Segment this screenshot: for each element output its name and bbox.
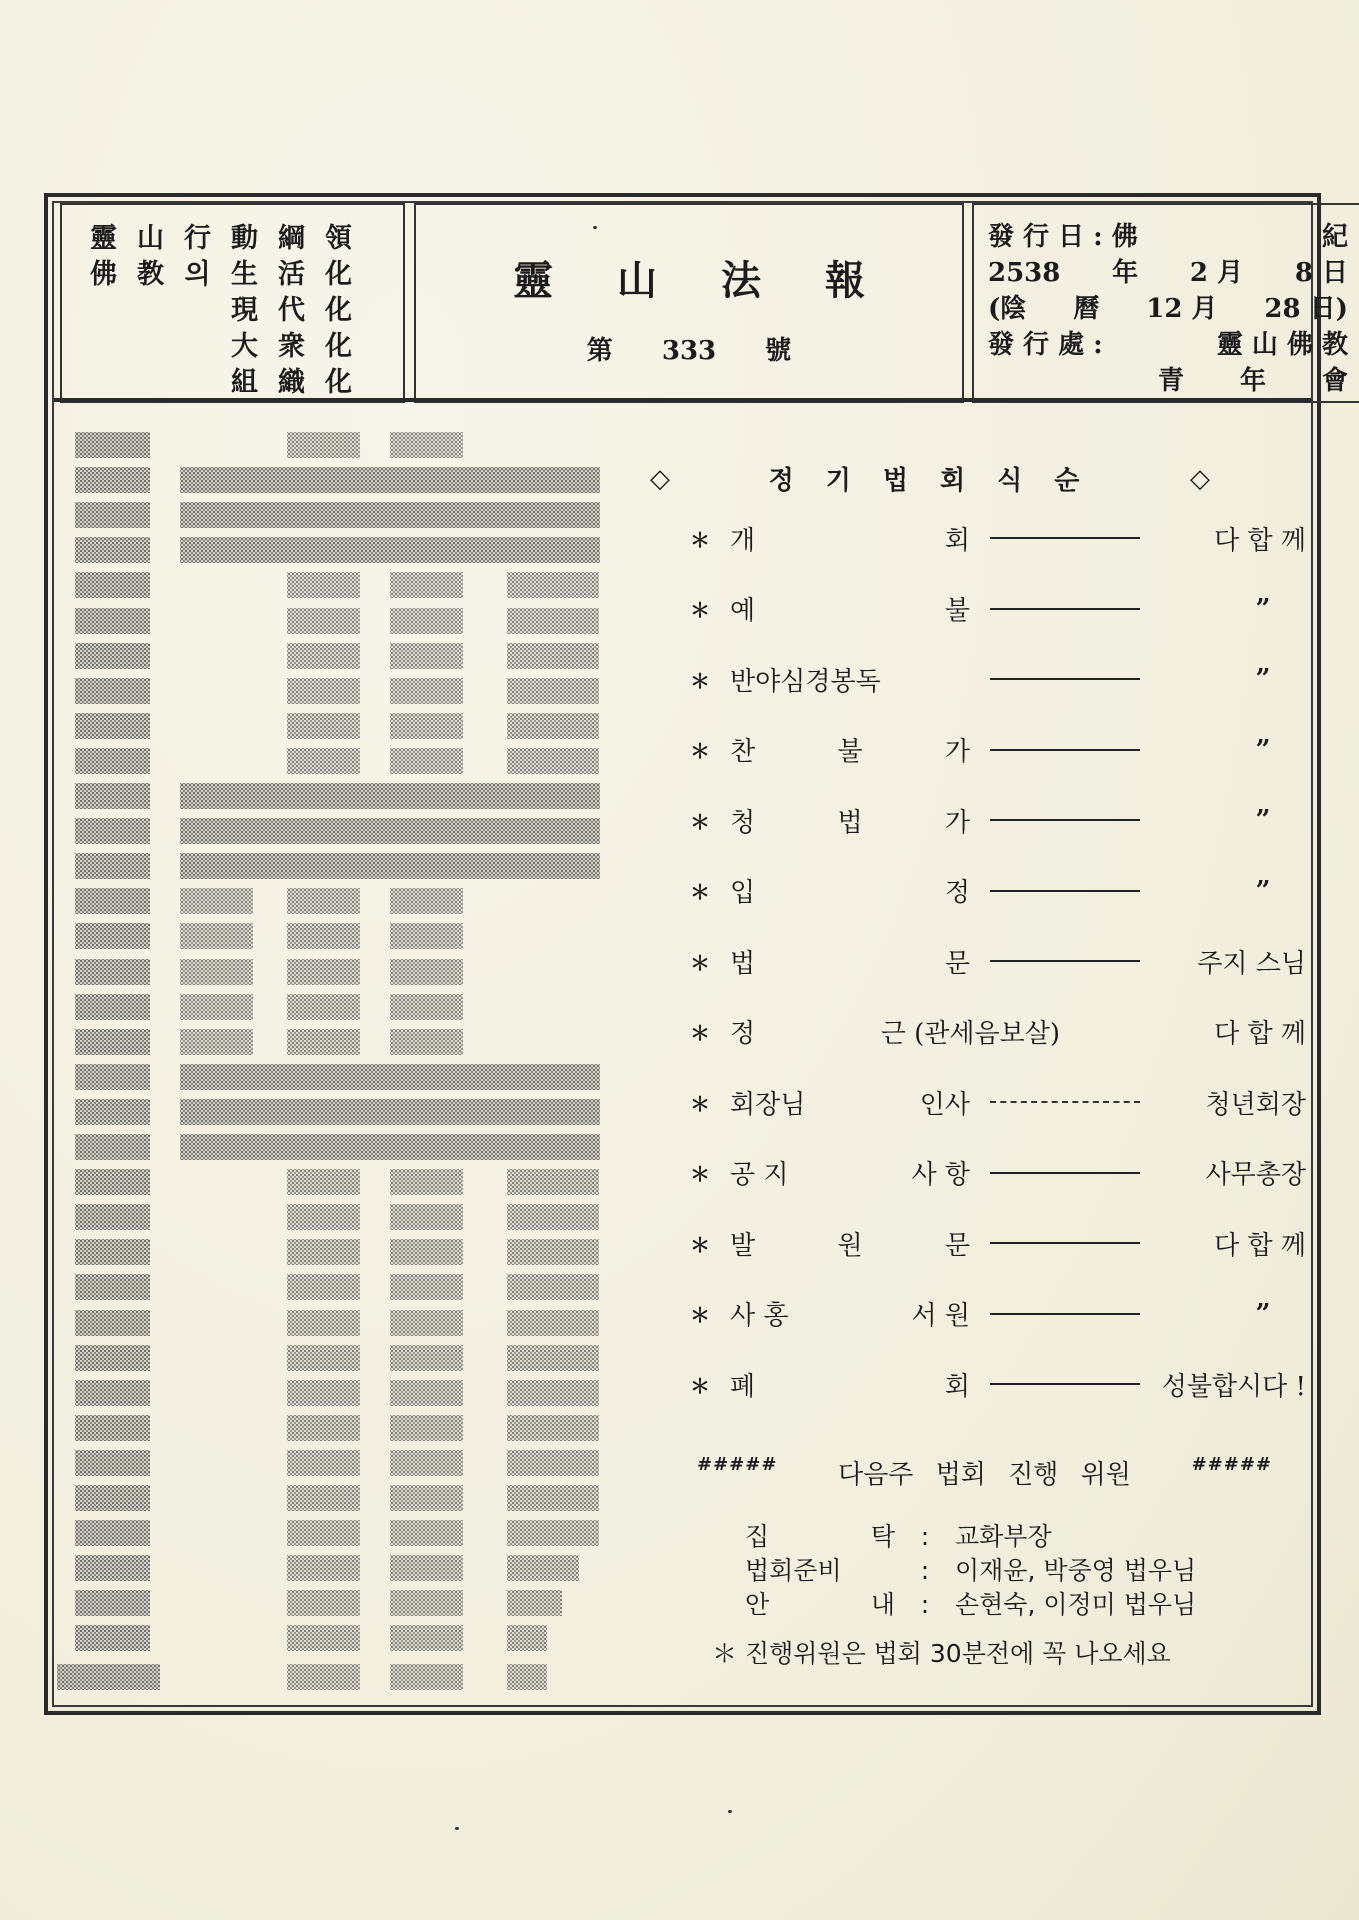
redacted-block [390,1274,463,1300]
program-item-name: 공 지 사 항 [730,1160,970,1190]
redacted-block [287,1380,360,1406]
redacted-block [507,1274,599,1300]
publisher-line-2 [988,363,1348,399]
motto-char: 靈 [90,223,117,254]
hash-decoration: ##### [1191,1454,1272,1475]
publisher-name-part: 青 [1157,366,1184,396]
duty-assignee: 손현숙, 이정미 법우님 [955,1590,1197,1619]
newsletter-title: 靈山法報 [513,257,929,304]
issue-date-label-line [988,219,1348,255]
redacted-block [390,643,463,669]
asterisk-icon: ＊ [690,598,710,622]
program-item [690,800,1320,840]
redacted-block [287,1310,360,1336]
redacted-block [390,572,463,598]
program-item-name: 청 법 가 [730,807,970,838]
redacted-block [287,959,360,985]
leader-line [990,890,1140,892]
redacted-block [75,502,150,528]
next-week-heading [697,1454,1272,1491]
redacted-block [390,608,463,634]
redacted-block [57,1664,160,1690]
redacted-block [507,1204,599,1230]
colon: : [920,1522,930,1551]
redacted-block [75,572,150,598]
duty-row [745,1520,1196,1554]
program-item-name: 사 홍 서 원 [730,1301,970,1331]
program-item-name: 폐 회 [730,1371,970,1402]
motto-char: 行 [184,223,211,254]
redacted-block [75,923,150,949]
motto-char: 大 [231,331,258,362]
program-heading [650,460,1210,497]
leader-line [990,819,1140,821]
redacted-block [75,1520,150,1546]
program-item [690,589,1320,629]
publisher-name-part: 年 [1239,366,1266,396]
program-item-name: 회장님 인사 [730,1089,970,1120]
redacted-block [287,748,360,774]
program-item [690,518,1320,558]
solar-date-line [988,255,1348,291]
program-item [690,1364,1320,1404]
redacted-block [507,1555,579,1581]
publisher-label: 發 行 處 : [988,330,1103,360]
motto-char: 化 [325,331,352,362]
redacted-block [75,1029,150,1055]
redacted-block [287,1415,360,1441]
redacted-block [287,432,360,458]
asterisk-icon: ＊ [690,950,710,975]
redacted-block [287,1590,360,1616]
ink-speck [455,1827,459,1830]
redacted-block [507,1625,547,1651]
duty-assignee: 이재윤, 박중영 법우님 [955,1556,1197,1585]
program-item-name: 법 문 [730,948,970,979]
redacted-block [75,994,150,1020]
redacted-block [390,959,463,985]
redacted-block [75,608,150,634]
redacted-block [75,1345,150,1371]
redacted-block [75,467,150,493]
program-item-leader: ” [1255,875,1271,906]
redacted-block [287,1664,360,1690]
publication-info-box [972,203,1359,403]
motto-char: 動 [231,223,258,254]
motto-box [60,203,405,403]
redacted-block [507,1169,599,1195]
redacted-block [507,572,599,598]
motto-char: 衆 [278,331,305,362]
program-item [690,871,1320,911]
asterisk-icon: ＊ [690,809,710,834]
program-item [690,1294,1320,1334]
program-item-name: 예 불 [730,596,970,626]
redacted-block [180,923,253,949]
asterisk-icon: ＊ [690,1303,710,1327]
redacted-block [180,994,253,1020]
redacted-block [507,678,599,704]
redacted-block [180,853,600,879]
lunar-month: 12 月 [1146,294,1218,324]
asterisk-icon: ＊ [690,880,710,904]
leader-line [990,1101,1140,1103]
redacted-block [390,923,463,949]
program-item-leader: 다 합 께 [1214,1230,1306,1261]
motto-char [127,293,174,329]
redacted-block [507,1239,599,1265]
redacted-block [180,1099,600,1125]
redacted-block [75,1310,150,1336]
redacted-block [390,1204,463,1230]
asterisk-icon: ＊ [690,1162,710,1186]
redacted-block [75,537,150,563]
redacted-block [180,467,600,493]
program-item-leader: 청년회장 [1205,1089,1306,1120]
publisher-name: 靈 山 佛 教 [1216,330,1348,360]
redacted-block [75,1625,150,1651]
redacted-block [287,1345,360,1371]
redacted-block [390,1625,463,1651]
redacted-block [390,1450,463,1476]
redacted-block [507,713,599,739]
lunar-date-line [988,291,1348,327]
redacted-block [390,1415,463,1441]
redacted-block [287,1555,360,1581]
asterisk-icon: ＊ [690,1091,710,1116]
redacted-block [287,1029,360,1055]
program-item-name: 반야심경봉독 [730,666,881,697]
duty-role: 집 탁 [745,1522,895,1551]
redacted-block [75,1590,150,1616]
publisher-line [988,327,1348,363]
redacted-block [75,1450,150,1476]
colon: : [920,1556,930,1585]
redacted-block [75,748,150,774]
motto-char: 活 [278,259,305,290]
leader-line [990,1313,1140,1315]
redacted-block [180,502,600,528]
masthead-divider [54,398,1311,402]
program-item-name: 정 근 (관세음보살) [730,1019,1060,1049]
motto-char: 의 [184,259,211,290]
leader-line [990,678,1140,680]
redacted-block [287,572,360,598]
redacted-block [180,1064,600,1090]
month: 2 月 [1189,258,1244,288]
redacted-block [507,608,599,634]
motto-char: 教 [137,259,164,290]
asterisk-icon: ＊ [690,668,710,693]
redacted-block [287,1274,360,1300]
redacted-block [75,643,150,669]
redacted-block [287,643,360,669]
redacted-block [507,1450,599,1476]
lunar-label-b: 曆 [1073,294,1100,324]
redacted-block [287,1485,360,1511]
program-item [690,730,1320,770]
redacted-block [287,1169,360,1195]
motto-char: 佛 [90,259,117,290]
redacted-block [75,1555,150,1581]
asterisk-icon: ＊ [690,739,710,763]
redacted-block [287,678,360,704]
redacted-block [75,1064,150,1090]
motto-char [80,365,127,401]
leader-line [990,608,1140,610]
redacted-block [390,888,463,914]
redacted-block [390,1345,463,1371]
redacted-block [390,1169,463,1195]
redacted-block [287,923,360,949]
motto-char [174,293,221,329]
attendance-notice: ＊ 진행위원은 법회 30분전에 꼭 나오세요 [712,1639,1171,1668]
redacted-block [75,818,150,844]
redacted-block [507,1310,599,1336]
program-item-leader: 다 합 께 [1214,1019,1306,1049]
ink-speck [593,226,597,229]
program-item [690,1082,1320,1122]
redacted-block [180,888,253,914]
redacted-block [287,1239,360,1265]
motto-char [80,329,127,365]
motto-char [127,329,174,365]
program-item-leader: ” [1255,593,1271,624]
redacted-block [287,1520,360,1546]
redacted-block [390,713,463,739]
redacted-block [180,959,253,985]
redacted-block [287,1625,360,1651]
leader-line [990,960,1140,962]
motto-char: 組 [231,367,258,398]
hash-decoration: ##### [697,1454,778,1475]
redacted-block [390,1590,463,1616]
program-item [690,1153,1320,1193]
redacted-block [390,1485,463,1511]
redacted-block [75,678,150,704]
day: 8 日 [1294,258,1348,288]
diamond-icon: ◇ [1189,463,1210,494]
redacted-block [390,994,463,1020]
program-item-leader: 다 합 께 [1214,525,1306,556]
asterisk-icon: ＊ [690,1232,710,1257]
redacted-block [180,537,600,563]
redacted-block [75,1204,150,1230]
duty-role: 안 내 [745,1590,895,1619]
redacted-block [390,1029,463,1055]
leader-line [990,1383,1140,1385]
asterisk-icon: ＊ [690,1373,710,1398]
redacted-block [507,1664,547,1690]
program-item-name: 개 회 [730,525,970,556]
era-label: 紀 [1321,222,1348,252]
motto-char: 山 [137,223,164,254]
redacted-block [75,1485,150,1511]
redacted-block [390,748,463,774]
year: 2538 [988,258,1061,288]
program-item [690,941,1320,981]
redacted-block [507,748,599,774]
redacted-block [507,1590,562,1616]
program-item-name: 찬 불 가 [730,737,970,767]
redacted-block [75,1239,150,1265]
duty-list [745,1520,1196,1622]
duty-row [745,1554,1196,1588]
program-item [690,1012,1320,1052]
redacted-block [75,1134,150,1160]
redacted-block [507,1520,599,1546]
program-item-name: 입 정 [730,878,970,908]
leader-line [990,1172,1140,1174]
redacted-block [287,994,360,1020]
redacted-block [75,1274,150,1300]
motto-char: 領 [325,223,352,254]
issue-number: 第 333 號 [586,336,792,366]
redacted-block [180,1029,253,1055]
publication-info [988,219,1348,399]
program-item-leader: 성불합시다 ! [1161,1371,1306,1402]
motto-char: 化 [325,295,352,326]
masthead [54,203,1348,405]
redacted-block [390,678,463,704]
motto-char [174,329,221,365]
motto-char [80,293,127,329]
program-item-leader: ” [1255,1298,1271,1329]
diamond-icon: ◇ [650,463,670,494]
redacted-block [390,432,463,458]
colon: : [920,1590,930,1619]
lunar-label-a: (陰 [988,294,1027,324]
redacted-block [180,1134,600,1160]
redacted-block [75,713,150,739]
redacted-block [287,888,360,914]
motto-char: 化 [325,367,352,398]
redacted-block [75,959,150,985]
redacted-block [287,1450,360,1476]
lunar-day: 28 日) [1264,294,1348,324]
motto-char: 化 [325,259,352,290]
duty-assignee: 교화부장 [955,1522,1052,1551]
redacted-block [287,713,360,739]
issue-date-label: 發 行 日 : 佛 [988,222,1138,252]
redacted-block [75,1169,150,1195]
leader-line [990,749,1140,751]
motto-char [127,365,174,401]
publisher-name-part: 會 [1321,366,1348,396]
redacted-block [180,818,600,844]
redacted-block [507,1485,599,1511]
redacted-block [507,1415,599,1441]
program-item [690,659,1320,699]
program-title: 정기법회식순 [768,466,1112,496]
redacted-block [75,783,150,809]
duty-row [745,1588,1196,1622]
redacted-block [390,1380,463,1406]
redacted-block [75,1380,150,1406]
redacted-block [287,1204,360,1230]
ink-speck [728,1810,732,1813]
year-unit: 年 [1112,258,1139,288]
program-item-leader: ” [1255,805,1271,835]
program-item-leader: 사무총장 [1205,1160,1306,1190]
asterisk-icon: ＊ [690,527,710,552]
redacted-block [390,1555,463,1581]
title-box [414,203,964,403]
redacted-block [75,1099,150,1125]
redacted-block [75,432,150,458]
motto-char: 現 [231,295,258,326]
program-item [690,1223,1320,1263]
redacted-block [75,888,150,914]
redacted-block [507,1345,599,1371]
redacted-block [507,643,599,669]
next-week-title: 다음주 법회 진행 위원 [838,1460,1131,1490]
redacted-block [390,1520,463,1546]
program-item-leader: 주지 스님 [1197,948,1306,979]
redacted-block [507,1380,599,1406]
duty-role: 법회준비 [745,1556,842,1585]
program-item-name: 발 원 문 [730,1230,970,1261]
redacted-block [390,1239,463,1265]
motto-char: 生 [231,259,258,290]
asterisk-icon: ＊ [690,1021,710,1045]
program-item-leader: ” [1255,734,1271,765]
motto-char: 織 [278,367,305,398]
leader-line [990,1242,1140,1244]
redacted-block [390,1310,463,1336]
motto-char: 代 [278,295,305,326]
motto-char: 綱 [278,223,305,254]
program-item-leader: ” [1255,664,1271,694]
redacted-block [75,853,150,879]
redacted-block [75,1415,150,1441]
redacted-block [287,608,360,634]
redacted-block [180,783,600,809]
motto-text [80,221,362,401]
motto-char [174,365,221,401]
leader-line [990,537,1140,539]
redacted-block [390,1664,463,1690]
